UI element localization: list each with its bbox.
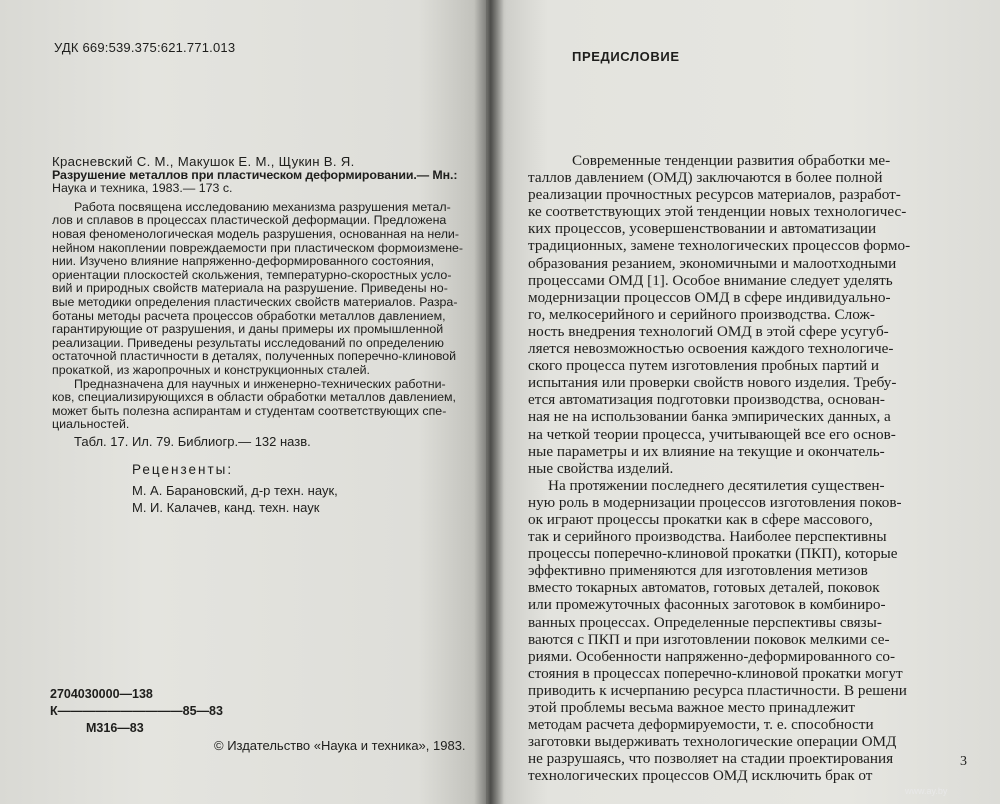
text-line: На протяжении последнего десятилетия существен- (548, 476, 885, 494)
text-line: испытания или проверки свойств нового изделия. Требу- (528, 374, 897, 392)
code-line: 2704030000—138 (50, 687, 153, 701)
abstract-line: Работа посвящена исследованию механизма разрушения метал- (74, 199, 451, 214)
text-line: ется автоматизация подготовки производства, основан- (528, 391, 885, 409)
book-title-line: Разрушение металлов при пластическом деформировании.— Мн.: (52, 167, 458, 182)
abstract-line: вий и природных свойств материала на разрушение. Приведены но- (52, 281, 448, 296)
text-line: не разрушаясь, что позволяет на стадии проектирования (528, 750, 894, 768)
text-line: технологических процессов ОМД исключить брак от (528, 767, 873, 785)
text-line: ваются с ПКП и при изготовлении поковок мелкими се- (528, 630, 890, 648)
text-line: приводить к исчерпанию ресурса пластичности. В решени (528, 681, 907, 699)
text-line: модернизации процессов ОМД в сфере индивидуально- (528, 288, 891, 306)
abstract-line: лов и сплавов в процессах пластической деформации. Предложена (52, 213, 447, 228)
authors-line: Красневский С. М., Макушок Е. М., Щукин В. Я. (52, 154, 355, 169)
text-line: ные параметры и их влияние на текущие и окончатель- (528, 442, 885, 460)
text-line: ке соответствующих этой тенденции новых технологичес- (528, 203, 907, 221)
preface-body (528, 152, 910, 784)
text-line: ные свойства изделий. (528, 459, 674, 477)
udk-code: УДК 669:539.375:621.771.013 (54, 40, 236, 55)
abstract-line: вые методики определения пластических свойств материалов. Разра- (52, 294, 458, 309)
audience-line: может быть полезна аспирантам и студентам соответствующих спе- (52, 403, 447, 418)
text-line: процессами ОМД [1]. Особое внимание следует уделять (528, 271, 893, 289)
abstract-line: реализации. Приведены результаты исследований по определению (52, 335, 444, 350)
reviewers-heading: Рецензенты: (132, 462, 234, 477)
audience-line: циальностей. (52, 417, 130, 432)
abstract-line: нейном накоплении повреждаемости при пластическом формоизмене- (52, 240, 464, 255)
stats-line: Табл. 17. Ил. 79. Библиогр.— 132 назв. (74, 433, 311, 449)
text-line: ная не на использовании банка эмпирических данных, а (528, 408, 891, 426)
text-line: ную роль в модернизации процессов изготовления поков- (528, 493, 902, 511)
abstract-line: ботаны методы расчета процессов обработки металлов давлением, (52, 308, 446, 323)
left-page (0, 0, 492, 804)
text-line: го, мелкосерийного и серийного производства. Слож- (528, 305, 875, 323)
text-line: реализации прочностных ресурсов материалов, разработ- (528, 186, 901, 204)
text-line: стояния в процессах поперечно-клиновой прокатки могут (528, 664, 903, 682)
text-line: заготовки выдерживать технологические операции ОМД (528, 733, 897, 751)
text-line: вместо токарных автоматов, готовых деталей, поковок (528, 579, 880, 597)
text-line: образования резанием, экономичными и малоотходными (528, 254, 897, 272)
text-line: ляется невозможностью освоения каждого технологиче- (528, 340, 894, 358)
text-line: методам расчета деформируемости, т. е. способности (528, 716, 874, 734)
reviewer-item: М. А. Барановский, д-р техн. наук, (132, 483, 338, 498)
abstract-line: нии. Изучено влияние напряженно-деформированного состояния, (52, 254, 435, 269)
text-line: риями. Особенности напряженно-деформированного со- (528, 647, 896, 665)
text-line: ких процессов, усовершенствовании и автоматизации (528, 220, 877, 238)
preface-title: ПРЕДИСЛОВИЕ (572, 49, 680, 64)
text-line: ок играют процессы прокатки как в сфере массового, (528, 510, 873, 528)
catalog-card (52, 155, 463, 448)
text-line: на четкой теории процесса, учитывающей все его основ- (528, 425, 896, 443)
publisher-line: Наука и техника, 1983.— 173 с. (52, 181, 233, 196)
text-line: ского процесса путем изготовления пробных партий и (528, 357, 880, 375)
book-gutter (474, 0, 504, 804)
text-line: таллов давлением (ОМД) заключаются в более полной (528, 169, 883, 187)
watermark: www.ay.by (905, 786, 948, 796)
copyright-notice: © Издательство «Наука и техника», 1983. (214, 738, 466, 753)
text-line: ванных процессах. Определенные перспективы связы- (528, 613, 882, 631)
audience-line: Предназначена для научных и инженерно-технических работни- (74, 376, 446, 391)
abstract-line: гарантирующие от разрушения, и даны примеры их промышленной (52, 322, 444, 337)
classification-code (50, 686, 223, 737)
text-line: процессы поперечно-клиновой прокатки (ПКП), которые (528, 545, 898, 563)
text-line: этой проблемы весьма важное место принадлежит (528, 699, 855, 716)
text-line: ность внедрения технологий ОМД в этой сфере усугуб- (528, 322, 889, 340)
reviewers-list (132, 482, 338, 516)
text-line: эффективно применяются для изготовления метизов (528, 562, 868, 580)
abstract-line: ориентации плоскостей скольжения, температурно-скоростных усло- (52, 267, 452, 282)
audience-line: ков, специализирующихся в области обработки металлов давлением, (52, 390, 456, 405)
code-line: К——————————85—83 (50, 704, 223, 718)
text-line: так и серийного производства. Наиболее перспективны (528, 528, 887, 546)
reviewer-item: М. И. Калачев, канд. техн. наук (132, 500, 320, 515)
text-line: традиционных, замене технологических процессов формо- (528, 237, 911, 255)
abstract-line: остаточной пластичности в деталях, полученных поперечно-клиновой (52, 349, 457, 364)
abstract-line: новая феноменологическая модель разрушения, основанная на нели- (52, 226, 459, 241)
abstract-line: прокаткой, из жаропрочных и конструкционных сталей. (52, 362, 370, 377)
page-number: 3 (960, 754, 967, 769)
code-line: М316—83 (86, 721, 144, 735)
text-line: Современные тенденции развития обработки ме- (572, 152, 891, 169)
text-line: или промежуточных фасонных заготовок в комбиниро- (528, 596, 886, 614)
